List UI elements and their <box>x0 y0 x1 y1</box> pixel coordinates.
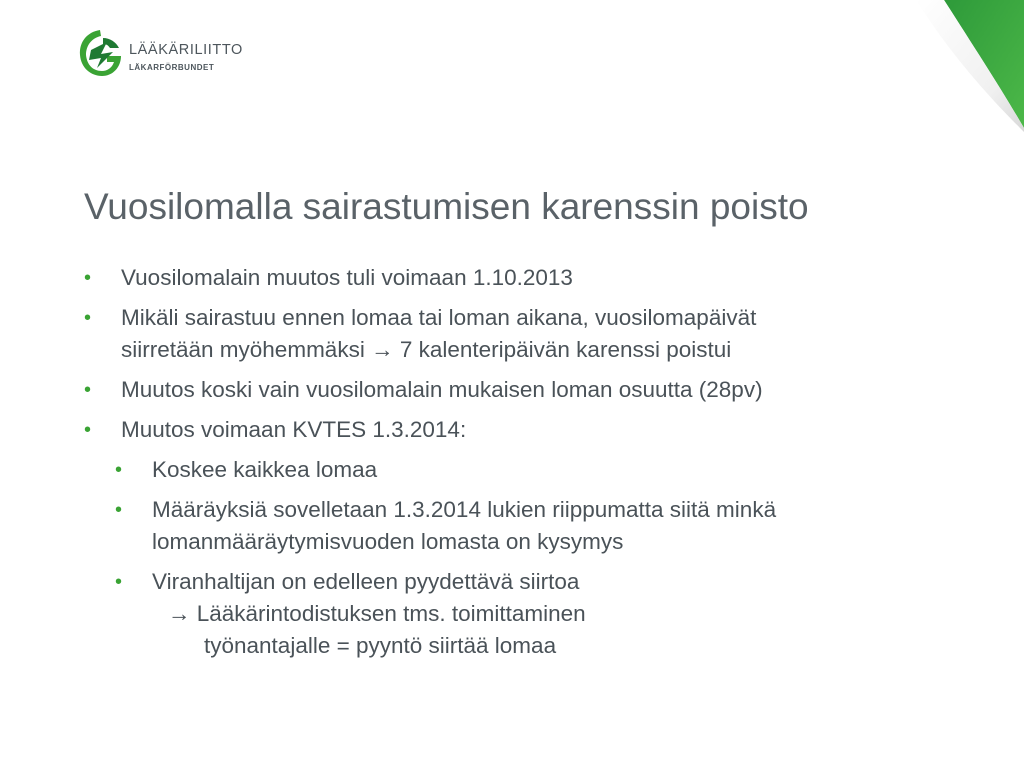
bullet-icon: • <box>84 379 92 401</box>
sub-bullet-item <box>84 494 984 558</box>
bullet-icon: • <box>115 459 123 481</box>
bullet-icon: • <box>84 307 92 329</box>
bullet-text: siirretään myöhemmäksi → 7 kalenteripäivän karenssi poistui <box>121 337 732 362</box>
bullet-list <box>84 262 984 670</box>
bullet-text: Mikäli sairastuu ennen lomaa tai loman aikana, vuosilomapäivät <box>121 305 757 330</box>
laakariliitto-emblem-icon <box>77 28 123 78</box>
bullet-item <box>84 262 984 294</box>
bullet-text: Muutos voimaan KVTES 1.3.2014: <box>121 417 467 442</box>
bullet-text: lomanmääräytymisvuoden lomasta on kysymys <box>152 529 624 554</box>
laakariliitto-logo <box>77 28 277 80</box>
page-curl-decoration <box>884 0 1024 140</box>
slide-title: Vuosilomalla sairastumisen karenssin poisto <box>84 186 809 227</box>
logo-subname: LÄKARFÖRBUNDET <box>129 63 215 72</box>
bullet-text: Vuosilomalain muutos tuli voimaan 1.10.2013 <box>121 265 573 290</box>
bullet-text: työnantajalle = pyyntö siirtää lomaa <box>204 633 557 658</box>
bullet-item <box>84 374 984 406</box>
bullet-icon: • <box>84 419 92 441</box>
bullet-text: Määräyksiä sovelletaan 1.3.2014 lukien riippumatta siitä minkä <box>152 497 777 522</box>
bullet-text: Viranhaltijan on edelleen pyydettävä siirtoa <box>152 569 580 594</box>
bullet-text: → Lääkärintodistuksen tms. toimittaminen <box>168 601 586 626</box>
sub-bullet-item <box>84 454 984 486</box>
bullet-item <box>84 302 984 366</box>
bullet-text: Muutos koski vain vuosilomalain mukaisen loman osuutta (28pv) <box>121 377 763 402</box>
logo-name: LÄÄKÄRILIITTO <box>129 42 243 58</box>
sub-bullet-item <box>84 566 984 662</box>
bullet-icon: • <box>115 571 123 593</box>
bullet-icon: • <box>115 499 123 521</box>
bullet-item <box>84 414 984 446</box>
bullet-text: Koskee kaikkea lomaa <box>152 457 378 482</box>
bullet-icon: • <box>84 267 92 289</box>
